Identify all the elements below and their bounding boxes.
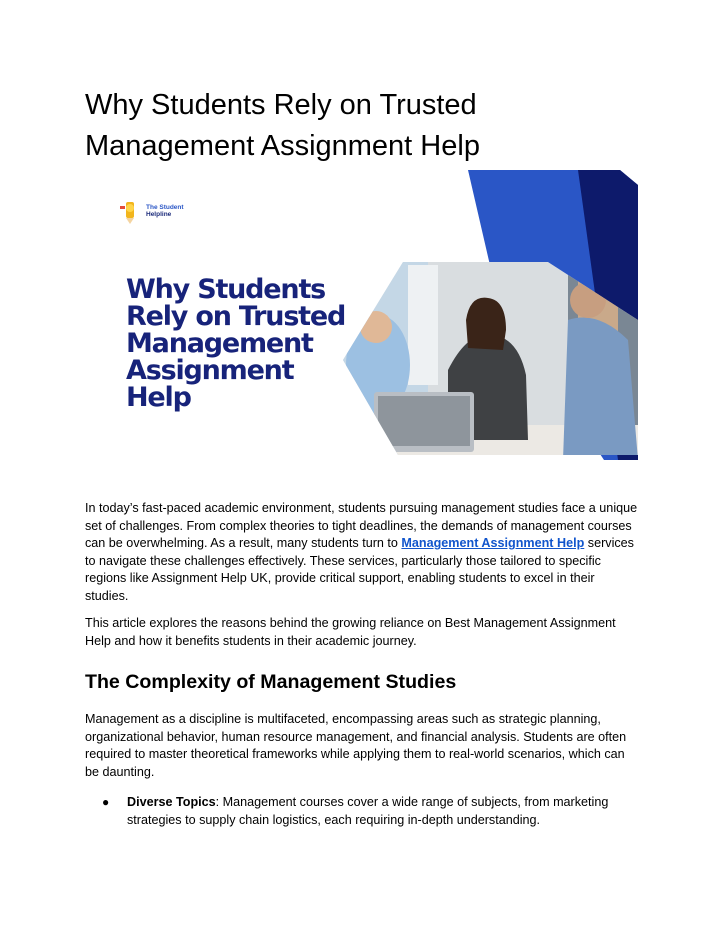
banner-heading-line: Rely on Trusted	[126, 301, 346, 332]
management-complexity-paragraph: Management as a discipline is multifaceted, encompassing areas such as strategic planning, organizational behavior, human resource management, and financial analysis. Students are often required to master theoretical frameworks while applying them to real-world scenarios, which can be daunting.	[85, 712, 627, 779]
list-item-text	[127, 794, 644, 829]
logo-line-2: Helpline	[146, 211, 172, 218]
article-overview-paragraph: This article explores the reasons behind the growing reliance on Best Management Assignment Help and how it benefits students in their academic journey.	[85, 616, 616, 648]
intro-paragraph	[85, 500, 640, 606]
bullet-marker: ●	[102, 795, 110, 809]
banner-heading-line: Management	[126, 328, 313, 359]
banner-image	[108, 170, 638, 460]
intro-text-before: In today’s fast-paced academic environment, students pursuing management studies face a unique set of challenges. From complex theories to tight deadlines, the demands of management courses can be overwhelming. As a result, many students turn to	[85, 501, 638, 551]
banner-heading	[126, 276, 371, 411]
banner-heading-line: Assignment	[126, 355, 294, 386]
list-item-label: Diverse Topics	[127, 795, 216, 809]
intro-text-after: services to navigate these challenges effectively. These services, particularly those tailored to specific regions like Assignment Help UK, provide critical support, enabling students to excel in their studies.	[85, 536, 634, 603]
management-assignment-help-link[interactable]: Management Assignment Help	[401, 536, 585, 551]
banner-heading-line: Why Students	[126, 274, 326, 305]
section-heading: The Complexity of Management Studies	[85, 671, 457, 693]
list-item-description: : Management courses cover a wide range of subjects, from marketing strategies to supply chain logistics, each requiring in-depth understanding.	[127, 795, 609, 827]
title-line-1: Why Students Rely on Trusted	[85, 89, 477, 121]
list-item	[104, 794, 644, 829]
brand-logo-text	[146, 204, 190, 218]
logo-line-1: The Student	[146, 204, 184, 211]
banner-heading-line: Help	[126, 382, 191, 413]
page-title	[85, 85, 645, 167]
pencil-mascot-icon	[118, 198, 142, 224]
brand-logo	[118, 198, 190, 224]
title-line-2: Management Assignment Help	[85, 130, 480, 162]
